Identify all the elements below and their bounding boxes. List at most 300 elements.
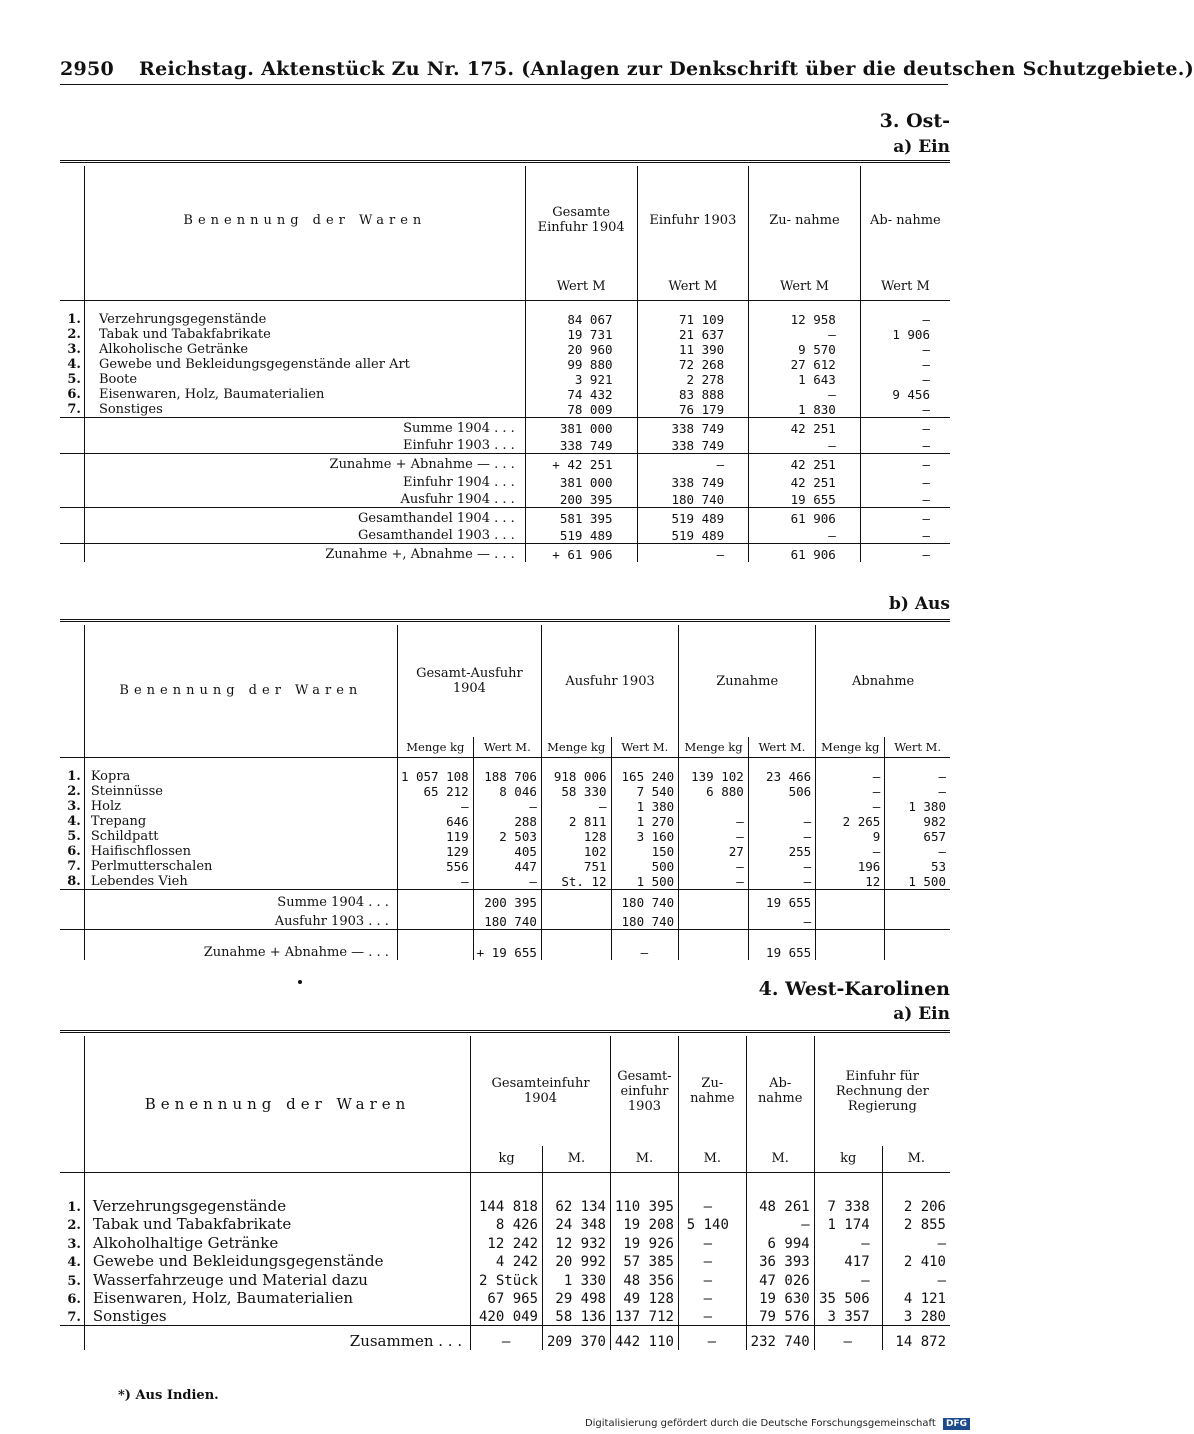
footnote: *) Aus Indien. [118,1388,219,1403]
total-value: — [678,1326,746,1350]
row-value: 417 [814,1252,882,1271]
row-value: 500 [611,859,679,874]
row-value: 21 637 [637,327,749,342]
row-value: — [749,387,861,402]
table-row [60,859,950,874]
summary-value: 581 395 [525,508,637,526]
row-index: 6. [60,844,84,859]
row-index [60,890,84,910]
summary-value: 338 749 [525,436,637,454]
summary-label: Zunahme + Abnahme — . . . [84,454,525,472]
summary-value: 180 740 [611,910,679,930]
row-value: 36 393 [746,1252,814,1271]
row-value: — [678,1252,746,1271]
row-value: — [814,1233,882,1252]
row-value: 3 921 [525,372,637,387]
row-value: St. 12 [541,874,611,890]
row-value: 19 208 [610,1215,678,1234]
empty-cell [397,890,473,910]
row-value: 447 [473,859,541,874]
row-value: 74 432 [525,387,637,402]
row-value: 48 356 [610,1270,678,1289]
row-value: 1 270 [611,814,679,829]
row-index: 1. [60,312,84,327]
row-value: 1 330 [543,1270,611,1289]
empty-cell [541,890,611,910]
row-index: 7. [60,859,84,874]
table-row [60,844,950,859]
section3-title: 3. Ost- [879,110,950,132]
row-value: — [473,799,541,814]
row-value: 556 [397,859,473,874]
table-b-menge: Menge kg [679,737,749,757]
empty-cell [679,930,749,960]
row-value: 3 280 [903,1309,946,1325]
row-value: 2 410 [903,1254,946,1270]
table-row [60,357,950,372]
header-rule [60,84,948,85]
row-index: 8. [60,874,84,890]
table-b-g2: Ausfuhr 1903 [541,625,678,737]
empty-cell [679,910,749,930]
row-value: 19 731 [525,327,637,342]
row-value: 83 888 [637,387,749,402]
row-value: — [748,829,815,844]
summary-row [60,544,950,562]
table-b-wert: Wert M. [611,737,679,757]
row-index: 4. [60,1252,84,1271]
summary-row [60,436,950,454]
row-value: 12 932 [543,1233,611,1252]
row-value: — [938,844,946,859]
summary-row [60,508,950,526]
total-value: 209 370 [543,1326,611,1350]
summary-value: — [922,546,930,562]
section4-title: 4. West-Karolinen [758,978,950,1000]
row-value [679,799,749,814]
summary-value: — [749,436,861,454]
table-a-unit: Wert M [637,274,749,300]
row-value: 12 [816,874,885,890]
row-value: 1 174 [814,1215,882,1234]
row-value [748,799,815,814]
row-value: 19 926 [610,1233,678,1252]
empty-cell [816,890,885,910]
row-value: 110 395 [610,1196,678,1215]
summary-value: 338 749 [637,418,749,436]
table-c-g5: Einfuhr für Rechnung der Regierung [835,1068,929,1114]
table-b-menge: Menge kg [541,737,611,757]
rule-a-top [60,160,950,163]
total-value: — [814,1326,882,1350]
row-index [60,930,84,960]
table-c-col-name: Benennung der Waren [84,1036,470,1172]
row-value: 751 [541,859,611,874]
row-value: — [814,1270,882,1289]
summary-value: 200 395 [525,490,637,508]
summary-value: 19 655 [749,490,861,508]
summary-value: — [637,544,749,562]
row-value: 1 830 [749,402,861,418]
row-value: — [748,859,815,874]
summary-value: 519 489 [637,526,749,544]
summary-label: Gesamthandel 1904 . . . [84,508,525,526]
row-value: — [679,829,749,844]
row-value: — [922,312,930,327]
summary-row [60,890,950,910]
summary-label: Summe 1904 . . . [84,890,397,910]
row-value: — [938,769,946,784]
row-value: 65 212 [397,784,473,799]
row-value: — [678,1196,746,1215]
row-value: 4 121 [903,1291,946,1307]
table-c-g2: Gesamt- einfuhr 1903 [610,1036,678,1146]
summary-value: 519 489 [637,508,749,526]
summary-value: 42 251 [749,418,861,436]
row-index [60,490,84,508]
digitization-credit [585,1418,970,1430]
row-value: 150 [611,844,679,859]
row-value: — [679,859,749,874]
row-value: 420 049 [471,1307,543,1326]
row-value: 20 960 [525,342,637,357]
row-value: 139 102 [679,769,749,784]
row-index [60,910,84,930]
summary-value: — [922,492,930,507]
row-value: 6 994 [746,1233,814,1252]
row-name: Boote [84,372,525,387]
row-value: — [816,844,885,859]
row-value: 1 500 [611,874,679,890]
table-row [60,874,950,890]
table-row [60,1215,950,1234]
row-value: 1 380 [908,799,946,814]
row-value: — [816,799,885,814]
table-b [60,625,950,960]
row-index: 1. [60,769,84,784]
row-value: 1 643 [749,372,861,387]
summary-label: Zunahme +, Abnahme — . . . [84,544,525,562]
table-b-wert: Wert M. [894,739,942,754]
summary-value: 338 749 [637,436,749,454]
row-value: 255 [748,844,815,859]
table-row [60,372,950,387]
table-b-g1: Gesamt-Ausfuhr 1904 [397,625,541,737]
summary-value: — [637,454,749,472]
row-value: — [473,874,541,890]
row-value: 8 046 [473,784,541,799]
row-value: 76 179 [637,402,749,418]
row-name: Gewebe und Bekleidungsgegenstände aller Art [84,357,525,372]
summary-value: 200 395 [473,890,541,910]
row-name: Lebendes Vieh [84,874,397,890]
row-name: Trepang [84,814,397,829]
summary-value: — [748,910,815,930]
row-index: 6. [60,387,84,402]
row-name: Wasserfahrzeuge und Material dazu [84,1270,470,1289]
table-a-unit: Wert M [749,274,861,300]
table-row [60,814,950,829]
row-index [60,508,84,526]
row-value: 2 Stück [471,1270,543,1289]
row-index: 5. [60,829,84,844]
row-index: 5. [60,372,84,387]
row-value: 1 057 108 [397,769,473,784]
row-value: 119 [397,829,473,844]
row-value: 12 958 [749,312,861,327]
row-value: 72 268 [637,357,749,372]
row-value: 288 [473,814,541,829]
row-value: 7 338 [814,1196,882,1215]
section3-sub-b: b) Aus [889,594,950,614]
row-index: 7. [60,1307,84,1326]
row-value: 165 240 [611,769,679,784]
row-value: 1 500 [908,874,946,889]
summary-row [60,454,950,472]
row-value: 58 330 [541,784,611,799]
row-name: Alkoholhaltige Getränke [84,1233,470,1252]
summary-label: Ausfuhr 1904 . . . [84,490,525,508]
page-header [60,58,1194,80]
row-index: 7. [60,402,84,418]
row-value: 9 [816,829,885,844]
summary-label: Gesamthandel 1903 . . . [84,526,525,544]
total-value: 14 872 [895,1333,946,1350]
summary-value: — [922,438,930,453]
table-b-g3: Zunahme [679,625,816,737]
row-value: 5 140 [678,1215,746,1234]
summary-value: + 61 906 [525,544,637,562]
printed-dot [298,980,302,984]
row-value: 49 128 [610,1289,678,1308]
empty-cell [885,890,950,910]
row-value: 79 576 [746,1307,814,1326]
summary-value: + 42 251 [525,454,637,472]
row-value: — [678,1270,746,1289]
section3-sub-a: a) Ein [893,137,950,157]
row-name: Tabak und Tabakfabrikate [84,1215,470,1234]
row-name: Eisenwaren, Holz, Baumaterialien [84,1289,470,1308]
row-value: 20 992 [543,1252,611,1271]
empty-cell [816,930,885,960]
row-value: 29 498 [543,1289,611,1308]
summary-value: + 19 655 [473,930,541,960]
empty-cell [397,910,473,930]
table-a [60,166,950,562]
row-value: — [937,1235,946,1252]
row-value: 19 630 [746,1289,814,1308]
table-row [60,1270,950,1289]
row-index: 2. [60,784,84,799]
table-row [60,342,950,357]
table-b-menge: Menge kg [397,737,473,757]
row-value: 102 [541,844,611,859]
row-value: 71 109 [637,312,749,327]
row-value: — [937,1272,946,1289]
row-index: 6. [60,1289,84,1308]
row-value: 646 [397,814,473,829]
row-index: 3. [60,342,84,357]
row-value: 918 006 [541,769,611,784]
table-b-col-name: Benennung der Waren [84,625,397,757]
row-index: 2. [60,327,84,342]
summary-value: — [611,930,679,960]
row-index: 4. [60,814,84,829]
summary-label: Summe 1904 . . . [84,418,525,436]
table-a-col-name: Benennung der Waren [84,166,525,274]
table-row [60,327,950,342]
row-name: Tabak und Tabakfabrikate [84,327,525,342]
table-c-g3: Zu- nahme [678,1036,746,1146]
row-value: — [749,327,861,342]
summary-value: — [922,510,930,526]
table-row [60,784,950,799]
row-value: — [678,1289,746,1308]
table-c [60,1036,950,1350]
row-value: 196 [816,859,885,874]
table-row [60,312,950,327]
row-index [60,418,84,436]
row-value: 2 278 [637,372,749,387]
row-value: 982 [923,814,946,829]
row-name: Holz [84,799,397,814]
table-b-g4: Abnahme [851,673,915,689]
table-row [60,1233,950,1252]
empty-cell [679,890,749,910]
page-title: Reichstag. Aktenstück Zu Nr. 175. (Anlagen zur Denkschrift über die deutschen Schutzgebiete.) [139,58,1194,80]
summary-row [60,526,950,544]
table-a-col3: Zu- nahme [749,166,861,274]
row-value: 1 906 [892,327,930,342]
row-value: 62 134 [543,1196,611,1215]
table-a-unit: Wert M [880,279,930,295]
row-index [60,454,84,472]
row-value: 2 503 [473,829,541,844]
row-value: 48 261 [746,1196,814,1215]
row-index [60,544,84,562]
summary-label: Einfuhr 1904 . . . [84,472,525,490]
table-c-unit-kg: kg [814,1146,882,1172]
table-a-col2: Einfuhr 1903 [637,166,749,274]
row-value: — [816,784,885,799]
row-value: 128 [541,829,611,844]
table-row [60,1289,950,1308]
row-name: Sonstiges [84,402,525,418]
row-value: 2 811 [541,814,611,829]
summary-value: 61 906 [749,544,861,562]
section4-sub-a: a) Ein [893,1004,950,1024]
row-name: Gewebe und Bekleidungsgegenstände [84,1252,470,1271]
row-name: Sonstiges [84,1307,470,1326]
empty-cell [885,910,950,930]
row-value: 84 067 [525,312,637,327]
summary-value: 180 740 [473,910,541,930]
table-b-menge: Menge kg [816,737,885,757]
table-c-unit-m: M. [746,1146,814,1172]
row-value: — [816,769,885,784]
row-index: 4. [60,357,84,372]
summary-row [60,490,950,508]
total-label: Zusammen . . . [84,1326,470,1350]
summary-value: 180 740 [637,490,749,508]
row-name: Perlmutterschalen [84,859,397,874]
row-index: 2. [60,1215,84,1234]
summary-value: 180 740 [611,890,679,910]
summary-row [60,910,950,930]
row-value: 12 242 [471,1233,543,1252]
summary-value: — [922,474,930,490]
table-c-g4: Ab- nahme [746,1036,814,1146]
table-c-g1: Gesamteinfuhr 1904 [471,1036,611,1146]
row-index: 3. [60,1233,84,1252]
row-name: Alkoholische Getränke [84,342,525,357]
row-value: — [922,342,930,357]
summary-value: 61 906 [749,508,861,526]
row-index [60,436,84,454]
row-value: 27 [679,844,749,859]
row-value: 3 357 [814,1307,882,1326]
row-value: 57 385 [610,1252,678,1271]
row-value: 9 570 [749,342,861,357]
row-value: — [938,784,946,799]
summary-value: — [922,420,930,436]
table-c-unit-m: M. [610,1146,678,1172]
row-value: — [679,814,749,829]
summary-label: Ausfuhr 1903 . . . [84,910,397,930]
summary-row [60,472,950,490]
row-value: 2 855 [903,1217,946,1233]
summary-label: Einfuhr 1903 . . . [84,436,525,454]
summary-value: 42 251 [749,472,861,490]
total-value: 442 110 [610,1326,678,1350]
row-value: — [678,1307,746,1326]
empty-cell [816,910,885,930]
summary-row [60,418,950,436]
credit-text: Digitalisierung gefördert durch die Deutsche Forschungsgemeinschaft [584,1418,936,1429]
row-value: 23 466 [748,769,815,784]
row-value: 99 880 [525,357,637,372]
table-row [60,402,950,418]
row-value: 27 612 [749,357,861,372]
rule-b-top [60,619,950,622]
row-name: Schildpatt [84,829,397,844]
summary-value: — [922,456,930,472]
row-value: 4 242 [471,1252,543,1271]
row-value: 67 965 [471,1289,543,1308]
row-name: Verzehrungsgegenstände [84,312,525,327]
row-value: 506 [748,784,815,799]
row-index [60,472,84,490]
table-row [60,799,950,814]
row-value: 78 009 [525,402,637,418]
summary-value: — [922,528,930,543]
summary-value: — [749,526,861,544]
empty-cell [541,910,611,930]
summary-value: 19 655 [748,930,815,960]
summary-row [60,930,950,960]
table-row [60,1307,950,1326]
row-value: — [397,874,473,890]
empty-cell [541,930,611,960]
row-index: 1. [60,1196,84,1215]
table-a-col1: Gesamte Einfuhr 1904 [525,166,637,274]
summary-value: 338 749 [637,472,749,490]
row-value: 188 706 [473,769,541,784]
row-value: 7 540 [611,784,679,799]
table-row [60,1196,950,1215]
summary-value: 519 489 [525,526,637,544]
row-value: 58 136 [543,1307,611,1326]
